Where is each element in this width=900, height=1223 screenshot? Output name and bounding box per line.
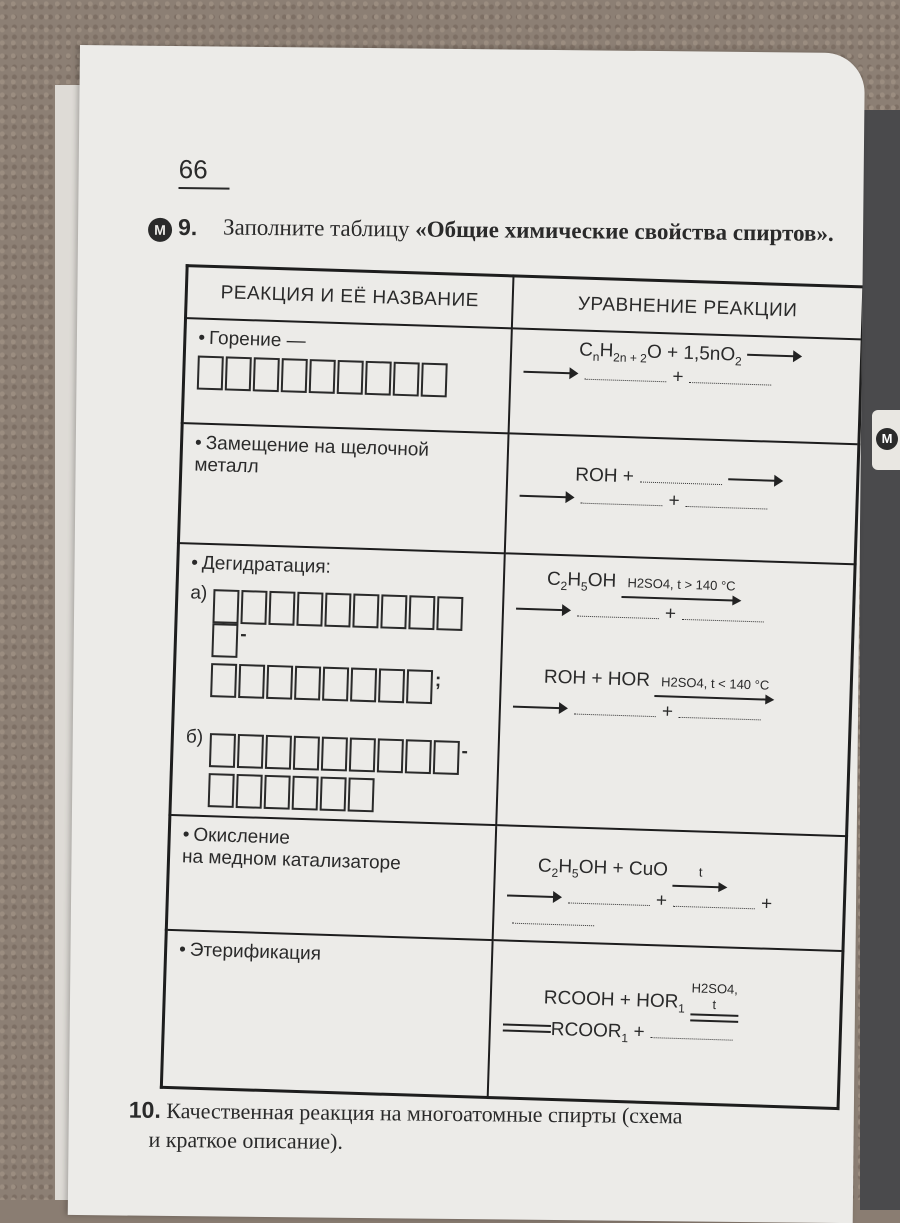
task-number: 9. xyxy=(177,214,198,241)
table-row xyxy=(161,930,843,1109)
reaction-arrow-icon xyxy=(747,347,802,363)
equation-products: + xyxy=(519,486,844,519)
bullet: • xyxy=(178,939,187,961)
task-title xyxy=(223,215,834,247)
facing-page xyxy=(860,110,900,1210)
workbook-page xyxy=(68,45,865,1223)
reaction-table xyxy=(160,264,865,1110)
task-10-line1: Качественная реакция на многоатомные спирты (схема xyxy=(166,1097,683,1129)
bullet: • xyxy=(194,432,203,454)
reaction-arrow-icon xyxy=(516,600,571,616)
task-10 xyxy=(128,1096,829,1162)
equation-products: + xyxy=(513,697,838,730)
blank-field[interactable] xyxy=(512,923,594,927)
equation-products: + xyxy=(523,362,848,395)
blank-field[interactable] xyxy=(568,902,650,906)
reaction-name-cell xyxy=(170,543,505,825)
blank-field[interactable] xyxy=(682,618,764,622)
reaction-name-line2: на медном катализаторе xyxy=(181,846,402,875)
reaction-arrow-icon xyxy=(523,364,578,380)
answer-boxes[interactable]: - xyxy=(209,733,468,775)
reaction-name-cell xyxy=(182,318,512,433)
header-reaction-name: РЕАКЦИЯ И ЕЁ НАЗВАНИЕ xyxy=(186,266,514,329)
reaction-name: Горение — xyxy=(208,327,307,352)
reaction-name: Этерификация xyxy=(189,939,322,965)
blank-field[interactable] xyxy=(577,615,659,619)
table-row xyxy=(166,815,846,951)
condition-arrow-icon: H2SO4, t < 140 °C xyxy=(655,674,776,704)
equation: ROH + xyxy=(520,463,845,496)
equation-cell xyxy=(488,940,843,1108)
blank-field[interactable] xyxy=(650,1037,732,1041)
reaction-name-cell xyxy=(166,815,496,940)
equation-b: ROH + HOR H2SO4, t < 140 °C xyxy=(513,666,838,707)
answer-boxes[interactable] xyxy=(197,356,498,399)
answer-boxes[interactable]: - xyxy=(212,589,491,666)
header-reaction-equation: УРАВНЕНИЕ РЕАКЦИИ xyxy=(512,276,864,339)
equilibrium-arrow-icon: H2SO4, t xyxy=(690,980,739,1025)
equation: $C_nH_{2n + 2}O + 1,5nO_2$ xyxy=(524,338,849,372)
blank-field[interactable] xyxy=(580,502,662,506)
condition-arrow-icon: H2SO4, t > 140 °C xyxy=(621,575,742,605)
task-10-number: 10. xyxy=(128,1096,161,1123)
bullet: • xyxy=(190,552,199,574)
reaction-arrow-icon xyxy=(513,699,568,715)
blank-field[interactable] xyxy=(679,717,761,721)
equilibrium-arrow-icon xyxy=(503,1022,551,1036)
equation-cell xyxy=(505,433,859,564)
equation: $C_2H_5OH$ + CuO t xyxy=(507,855,832,896)
reaction-arrow-icon xyxy=(728,471,783,487)
equation-products: + + xyxy=(506,885,831,941)
equation-cell xyxy=(493,825,847,951)
task-10-line2: и краткое описание). xyxy=(148,1126,344,1154)
blank-field[interactable] xyxy=(584,379,666,383)
bullet: • xyxy=(182,824,190,846)
subitem-a: а) - ; xyxy=(187,582,490,705)
reaction-name-line1: Окисление xyxy=(193,824,291,849)
blank-field[interactable] xyxy=(574,714,656,718)
blank-field[interactable] xyxy=(673,905,755,909)
reaction-name-cell xyxy=(161,930,492,1098)
reaction-arrow-icon xyxy=(507,887,562,903)
table-row xyxy=(170,543,855,836)
task-marker-icon: М xyxy=(148,218,172,242)
reaction-name-cell xyxy=(178,423,508,553)
equation-products: + xyxy=(516,598,841,631)
reaction-arrow-icon xyxy=(519,488,574,504)
equation-products: $RCOOR_1$ + xyxy=(502,1018,827,1052)
page-number: 66 xyxy=(178,154,229,190)
blank-field[interactable] xyxy=(689,382,771,386)
task-title-prefix: Заполните таблицу xyxy=(222,214,410,242)
equation: RCOOH + $HOR_1$ H2SO4, t xyxy=(503,974,828,1027)
blank-field[interactable] xyxy=(640,481,722,485)
side-marker: М xyxy=(876,428,898,450)
subitem-b: б) - xyxy=(184,726,486,815)
table-row xyxy=(178,423,858,564)
equation-cell xyxy=(496,553,855,836)
reaction-name: Замещение на щелочной металл xyxy=(194,432,430,478)
facing-page-edge xyxy=(872,410,900,470)
answer-boxes[interactable]: ; xyxy=(210,663,488,706)
reaction-name: Дегидратация: xyxy=(201,552,332,578)
condition-arrow-icon: t xyxy=(673,864,729,892)
blank-field[interactable] xyxy=(685,506,767,510)
equation-cell xyxy=(509,328,863,444)
equation-a: $C_2H_5OH$ H2SO4, t > 140 °C xyxy=(516,568,841,609)
answer-boxes[interactable] xyxy=(208,773,467,815)
bullet: • xyxy=(198,327,206,349)
task-title-bold: «Общие химические свойства спиртов». xyxy=(415,216,834,246)
